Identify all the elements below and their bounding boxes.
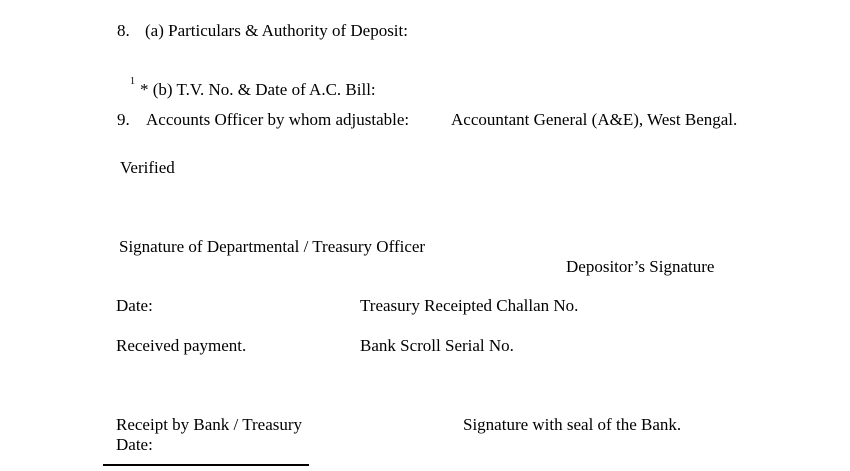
item8-label: (a) Particulars & Authority of Deposit: bbox=[145, 21, 408, 40]
tv-bill-label: * (b) T.V. No. & Date of A.C. Bill: bbox=[140, 80, 376, 99]
signature-line bbox=[103, 464, 309, 466]
date-label: Date: bbox=[116, 296, 153, 315]
challan-label: Treasury Receipted Challan No. bbox=[360, 296, 579, 315]
received-payment-label: Received payment. bbox=[116, 336, 247, 355]
item8-number: 8. bbox=[117, 21, 130, 40]
verified-label: Verified bbox=[120, 158, 175, 177]
officer-signature-label: Signature of Departmental / Treasury Officer bbox=[119, 237, 426, 256]
bank-scroll-label: Bank Scroll Serial No. bbox=[360, 336, 514, 355]
item9-number: 9. bbox=[117, 110, 130, 129]
footnote-marker: 1 bbox=[130, 76, 135, 87]
item9-value: Accountant General (A&E), West Bengal. bbox=[451, 110, 738, 129]
receipt-label: Receipt by Bank / Treasury bbox=[116, 415, 303, 434]
bank-seal-label: Signature with seal of the Bank. bbox=[463, 415, 682, 434]
depositor-signature-label: Depositor’s Signature bbox=[566, 257, 715, 276]
item9-label: Accounts Officer by whom adjustable: bbox=[146, 110, 410, 129]
receipt-date-label: Date: bbox=[116, 435, 153, 454]
